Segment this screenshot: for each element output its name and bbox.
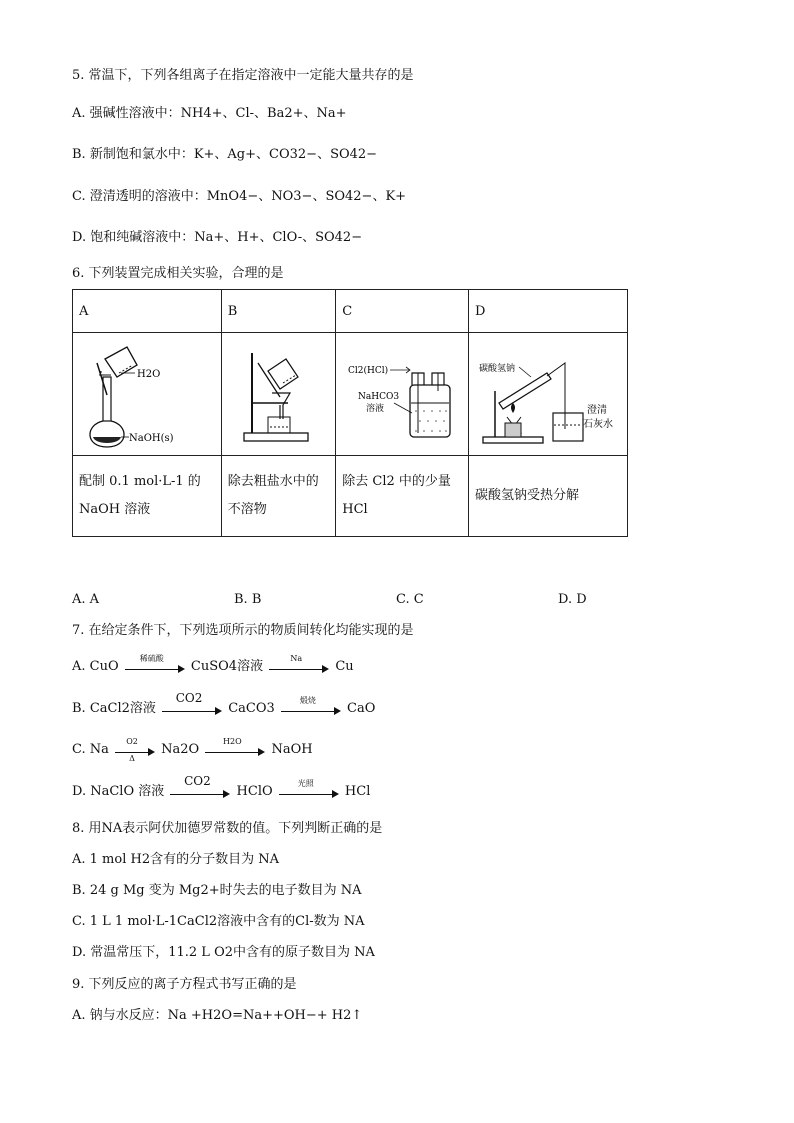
intermediate: Na2O bbox=[161, 742, 200, 757]
reactant: C. Na bbox=[72, 742, 109, 757]
q8-option-a: A. 1 mol H2含有的分子数目为 NA bbox=[72, 852, 280, 867]
apparatus-a bbox=[73, 333, 222, 456]
intermediate: HClO bbox=[236, 784, 273, 799]
label-h2o: H2O bbox=[136, 369, 161, 380]
label-cl2-hcl: Cl2(HCl) bbox=[348, 366, 389, 376]
condition: H2O bbox=[223, 736, 242, 746]
q5-stem: 5. 常温下，下列各组离子在指定溶液中一定能大量共存的是 bbox=[72, 68, 414, 83]
apparatus-b bbox=[221, 333, 336, 456]
reaction-arrow bbox=[269, 653, 329, 674]
caption-b: 除去粗盐水中的不溶物 bbox=[221, 456, 336, 537]
q7-option-a bbox=[72, 653, 354, 676]
q7-option-b bbox=[72, 690, 376, 718]
q8-option-b: B. 24 g Mg 变为 Mg2+时失去的电子数目为 NA bbox=[72, 883, 362, 898]
q6-option-c: C. C bbox=[396, 592, 424, 607]
label-naoh: NaOH(s) bbox=[128, 433, 174, 444]
col-header-c: C bbox=[336, 290, 469, 333]
q7-option-c bbox=[72, 736, 313, 763]
reaction-arrow bbox=[125, 653, 185, 674]
thermal-decomposition-diagram bbox=[469, 333, 627, 451]
gas-washing-diagram bbox=[340, 333, 464, 451]
reactant: A. CuO bbox=[72, 659, 119, 674]
q6-option-d: D. D bbox=[558, 592, 587, 607]
label-nahco3: NaHCO3 bbox=[358, 392, 400, 402]
label-sodium-bicarbonate: 碳酸氢钠 bbox=[479, 364, 516, 374]
q5-option-a: A. 强碱性溶液中：NH4+、Cl-、Ba2+、Na+ bbox=[72, 106, 347, 121]
q6-option-b: B. B bbox=[234, 592, 262, 607]
reaction-arrow bbox=[115, 736, 155, 763]
condition: 光照 bbox=[297, 778, 314, 788]
col-header-d: D bbox=[469, 290, 628, 333]
condition: Na bbox=[290, 653, 303, 663]
label-limewater-2: 石灰水 bbox=[583, 419, 613, 430]
condition: CO2 bbox=[175, 690, 203, 705]
reactant: B. CaCl2溶液 bbox=[72, 701, 156, 716]
reaction-arrow bbox=[162, 690, 222, 716]
reaction-arrow bbox=[205, 736, 265, 757]
q8-stem: 8. 用NA表示阿伏加德罗常数的值。下列判断正确的是 bbox=[72, 821, 383, 836]
reaction-arrow bbox=[170, 773, 230, 799]
reaction-arrow bbox=[279, 778, 339, 799]
apparatus-c bbox=[336, 333, 469, 456]
caption-a: 配制 0.1 mol·L-1 的 NaOH 溶液 bbox=[73, 456, 222, 537]
q7-stem: 7. 在给定条件下，下列选项所示的物质间转化均能实现的是 bbox=[72, 623, 414, 638]
label-solution: 溶液 bbox=[366, 404, 385, 414]
col-header-b: B bbox=[221, 290, 336, 333]
caption-c: 除去 Cl2 中的少量 HCl bbox=[336, 456, 469, 537]
q9-stem: 9. 下列反应的离子方程式书写正确的是 bbox=[72, 977, 297, 992]
intermediate: CaCO3 bbox=[228, 701, 275, 716]
product: HCl bbox=[344, 784, 371, 799]
product: Cu bbox=[335, 659, 354, 674]
q9-option-a: A. 钠与水反应：Na +H2O=Na++OH−+ H2↑ bbox=[72, 1008, 363, 1023]
q6-option-a: A. A bbox=[72, 592, 100, 607]
q8-option-d: D. 常温常压下，11.2 L O2中含有的原子数目为 NA bbox=[72, 945, 375, 960]
q5-option-d: D. 饱和纯碱溶液中：Na+、H+、ClO-、SO42− bbox=[72, 230, 363, 245]
q6-apparatus-table bbox=[72, 289, 628, 537]
caption-d: 碳酸氢钠受热分解 bbox=[469, 456, 628, 537]
col-header-a: A bbox=[73, 290, 222, 333]
filtration-diagram bbox=[228, 333, 328, 451]
condition: 煅烧 bbox=[299, 695, 316, 705]
reaction-arrow bbox=[281, 695, 341, 716]
condition: 稀硫酸 bbox=[139, 653, 164, 663]
product: CaO bbox=[347, 701, 376, 716]
intermediate: CuSO4溶液 bbox=[190, 659, 264, 674]
product: NaOH bbox=[271, 742, 313, 757]
q5-option-c: C. 澄清透明的溶液中：MnO4−、NO3−、SO42−、K+ bbox=[72, 189, 407, 204]
condition: CO2 bbox=[184, 773, 211, 788]
apparatus-d bbox=[469, 333, 628, 456]
q7-option-d bbox=[72, 773, 371, 801]
volumetric-flask-diagram bbox=[77, 333, 217, 451]
condition: O2 bbox=[126, 736, 138, 746]
reactant: D. NaClO 溶液 bbox=[72, 784, 165, 799]
q8-option-c: C. 1 L 1 mol·L-1CaCl2溶液中含有的Cl-数为 NA bbox=[72, 914, 365, 929]
label-limewater-1: 澄清 bbox=[587, 405, 607, 416]
q6-stem: 6. 下列装置完成相关实验，合理的是 bbox=[72, 266, 284, 281]
q5-option-b: B. 新制饱和氯水中：K+、Ag+、CO32−、SO42− bbox=[72, 147, 378, 162]
condition-below: Δ bbox=[129, 753, 135, 763]
